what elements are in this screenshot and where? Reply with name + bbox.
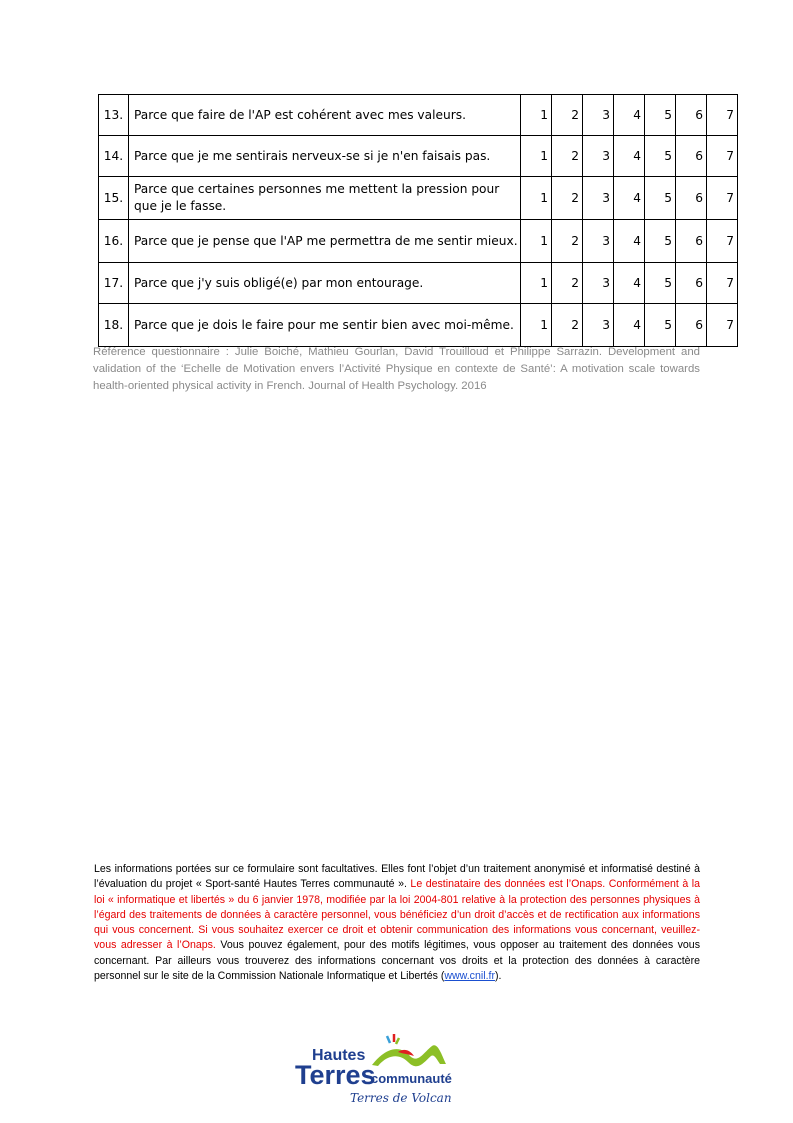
scale-option-3[interactable]: 3 xyxy=(583,304,614,347)
question-text: Parce que je me sentirais nerveux-se si je n'en faisais pas. xyxy=(129,136,521,177)
scale-option-5[interactable]: 5 xyxy=(645,220,676,263)
scale-option-3[interactable]: 3 xyxy=(583,220,614,263)
questionnaire-table xyxy=(98,94,738,347)
scale-option-6[interactable]: 6 xyxy=(676,95,707,136)
question-number: 14. xyxy=(99,136,129,177)
legal-text-4: ). xyxy=(494,970,502,983)
scale-option-7[interactable]: 7 xyxy=(707,304,738,347)
cnil-link[interactable]: www.cnil.fr xyxy=(444,970,495,983)
question-text: Parce que faire de l'AP est cohérent avec mes valeurs. xyxy=(129,95,521,136)
scale-option-7[interactable]: 7 xyxy=(707,263,738,304)
scale-option-5[interactable]: 5 xyxy=(645,177,676,220)
scale-option-3[interactable]: 3 xyxy=(583,136,614,177)
question-text: Parce que je pense que l'AP me permettra de me sentir mieux. xyxy=(129,220,521,263)
scale-option-1[interactable]: 1 xyxy=(521,177,552,220)
question-text: Parce que j'y suis obligé(e) par mon entourage. xyxy=(129,263,521,304)
scale-option-1[interactable]: 1 xyxy=(521,304,552,347)
question-number: 15. xyxy=(99,177,129,220)
question-row xyxy=(99,263,738,304)
scale-option-4[interactable]: 4 xyxy=(614,95,645,136)
question-row xyxy=(99,177,738,220)
scale-option-6[interactable]: 6 xyxy=(676,263,707,304)
scale-option-5[interactable]: 5 xyxy=(645,95,676,136)
legal-text-3: Vous pouvez également, pour des motifs légitimes, vous opposer au traitement des données vous concernant. Par ailleurs vous trouverez des informations concernant vos droits et la protection des données à caractère personnel sur le site de la Commission Nationale Informatique et Libertés ( xyxy=(94,939,701,983)
scale-option-4[interactable]: 4 xyxy=(614,136,645,177)
scale-option-3[interactable]: 3 xyxy=(583,177,614,220)
scale-option-3[interactable]: 3 xyxy=(583,263,614,304)
scale-option-4[interactable]: 4 xyxy=(614,263,645,304)
question-row xyxy=(99,136,738,177)
legal-text-1: Les informations portées sur ce formulaire sont facultatives. Elles font l’objet d’un traitement anonymisé et informatisé destiné à l’évaluation du projet « Sport-santé Hautes Terres communauté ». xyxy=(94,863,700,891)
question-row xyxy=(99,220,738,263)
logo-graphic xyxy=(290,1030,460,1110)
scale-option-6[interactable]: 6 xyxy=(676,220,707,263)
scale-option-1[interactable]: 1 xyxy=(521,263,552,304)
scale-option-6[interactable]: 6 xyxy=(676,136,707,177)
scale-option-5[interactable]: 5 xyxy=(645,136,676,177)
logo-terres: Terres xyxy=(295,1060,376,1090)
scale-option-2[interactable]: 2 xyxy=(552,177,583,220)
scale-option-1[interactable]: 1 xyxy=(521,95,552,136)
question-text: Parce que je dois le faire pour me sentir bien avec moi-même. xyxy=(129,304,521,347)
scale-option-5[interactable]: 5 xyxy=(645,263,676,304)
scale-option-4[interactable]: 4 xyxy=(614,177,645,220)
logo-mark-green xyxy=(396,1038,399,1044)
hautes-terres-logo xyxy=(290,1030,460,1110)
scale-option-2[interactable]: 2 xyxy=(552,263,583,304)
scale-option-1[interactable]: 1 xyxy=(521,136,552,177)
logo-hautes: Hautes xyxy=(312,1047,366,1064)
scale-option-7[interactable]: 7 xyxy=(707,220,738,263)
scale-option-4[interactable]: 4 xyxy=(614,304,645,347)
question-row xyxy=(99,304,738,347)
scale-option-7[interactable]: 7 xyxy=(707,136,738,177)
question-number: 17. xyxy=(99,263,129,304)
question-text: Parce que certaines personnes me mettent la pression pour que je le fasse. xyxy=(129,177,521,220)
scale-option-7[interactable]: 7 xyxy=(707,95,738,136)
reference-text: Référence questionnaire : Julie Boiché, Mathieu Gourlan, David Trouilloud et Philippe Sarrazin. Development and validation of the ‘Echelle de Motivation envers l’Activité Physique en contexte de Santé’: A motivation scale towards health-oriented physical activity in French. Journal of Health Psychology. 2016 xyxy=(93,346,700,392)
legal-text-red: Le destinataire des données est l’Onaps. Conformément à la loi « informatique et libertés » du 6 janvier 1978, modifiée par la loi 2004-801 relative à la protection des personnes physiques à l’égard des traitements de données à caractère personnel, vous bénéficiez d’un droit d’accès et de rectification aux informations qui vous concernent. Si vous souhaitez exercer ce droit et obtenir communication des informations vous concernant, veuillez-vous adresser à l’Onaps. xyxy=(94,878,700,952)
logo-swoosh xyxy=(372,1045,446,1066)
question-number: 16. xyxy=(99,220,129,263)
scale-option-2[interactable]: 2 xyxy=(552,95,583,136)
scale-option-2[interactable]: 2 xyxy=(552,220,583,263)
scale-option-1[interactable]: 1 xyxy=(521,220,552,263)
question-number: 13. xyxy=(99,95,129,136)
scale-option-6[interactable]: 6 xyxy=(676,177,707,220)
scale-option-3[interactable]: 3 xyxy=(583,95,614,136)
logo-communaute: communauté xyxy=(371,1071,452,1086)
scale-option-5[interactable]: 5 xyxy=(645,304,676,347)
scale-option-2[interactable]: 2 xyxy=(552,304,583,347)
logo-mark-blue xyxy=(387,1036,390,1043)
scale-option-2[interactable]: 2 xyxy=(552,136,583,177)
scale-option-7[interactable]: 7 xyxy=(707,177,738,220)
scale-option-4[interactable]: 4 xyxy=(614,220,645,263)
legal-notice xyxy=(94,862,700,984)
question-row xyxy=(99,95,738,136)
question-number: 18. xyxy=(99,304,129,347)
scale-option-6[interactable]: 6 xyxy=(676,304,707,347)
logo-tagline: Terres de Volcan xyxy=(350,1091,452,1105)
